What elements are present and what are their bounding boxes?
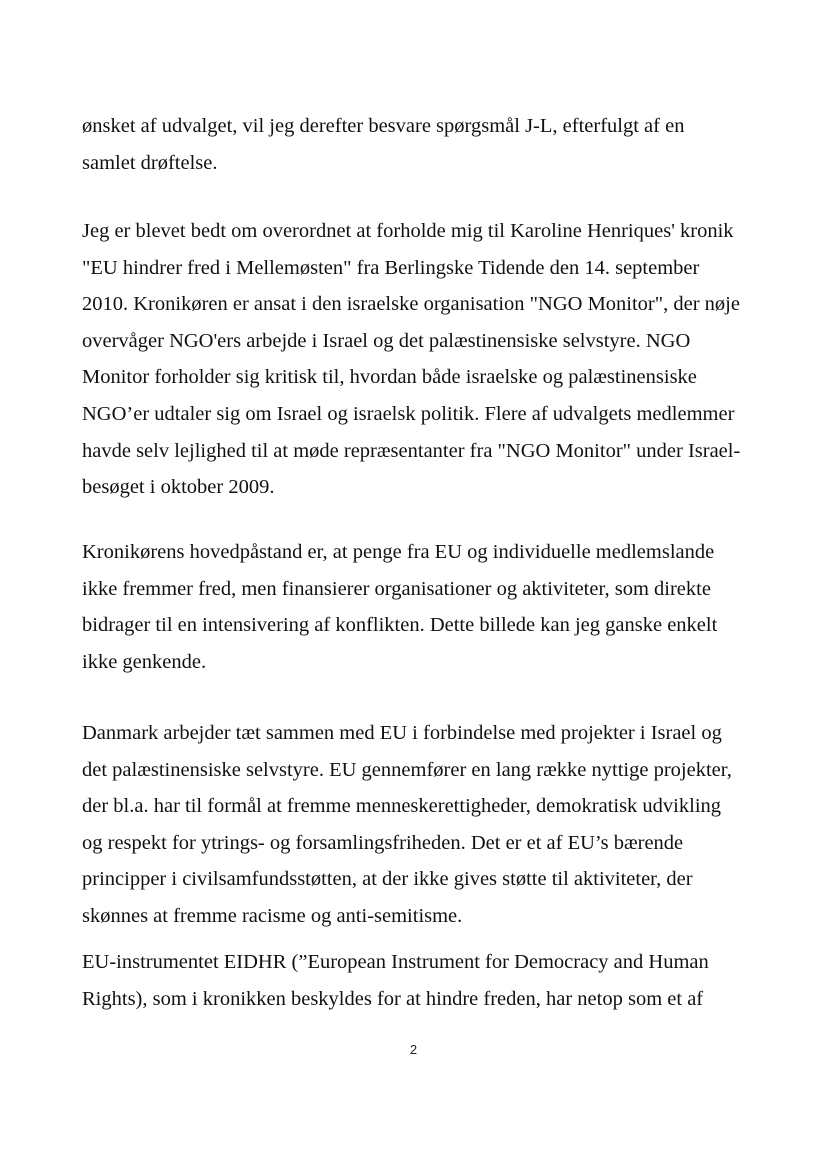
- text-line: EU-instrumentet EIDHR (”European Instrument for Democracy and Human: [82, 951, 709, 973]
- text-line: skønnes at fremme racisme og anti-semitisme.: [82, 904, 463, 927]
- text-line: samlet drøftelse.: [82, 151, 218, 174]
- text-line: og respekt for ytrings- og forsamlingsfriheden. Det er et af EU’s bærende: [82, 831, 684, 854]
- text-line: NGO’er udtaler sig om Israel og israelsk politik. Flere af udvalgets medlemmer: [82, 402, 735, 425]
- paragraph-eidhr: [82, 944, 762, 1017]
- text-line: Danmark arbejder tæt sammen med EU i forbindelse med projekter i Israel og: [82, 722, 722, 744]
- text-line: overvåger NGO'ers arbejde i Israel og det palæstinensiske selvstyre. NGO: [82, 329, 691, 352]
- text-line: havde selv lejlighed til at møde repræsentanter fra "NGO Monitor" under Israel-: [82, 439, 741, 462]
- text-line: Jeg er blevet bedt om overordnet at forholde mig til Karoline Henriques' kronik: [82, 220, 734, 242]
- text-line: det palæstinensiske selvstyre. EU gennemfører en lang række nyttige projekter,: [82, 758, 732, 781]
- text-line: der bl.a. har til formål at fremme menneskerettigheder, demokratisk udvikling: [82, 795, 722, 818]
- page-number: 2: [409, 1042, 418, 1057]
- text-line: "EU hindrer fred i Mellemøsten" fra Berlingske Tidende den 14. september: [82, 256, 700, 279]
- text-line: ikke genkende.: [82, 650, 207, 673]
- text-line: 2010. Kronikøren er ansat i den israelske organisation "NGO Monitor", der nøje: [82, 293, 740, 316]
- text-line: Monitor forholder sig kritisk til, hvordan både israelske og palæstinensiske: [82, 366, 697, 389]
- text-line: bidrager til en intensivering af konflikten. Dette billede kan jeg ganske enkelt: [82, 614, 718, 637]
- text-line: principper i civilsamfundsstøtten, at der ikke gives støtte til aktiviteter, der: [82, 868, 693, 891]
- text-line: besøget i oktober 2009.: [82, 476, 275, 499]
- text-line: Kronikørens hovedpåstand er, at penge fra EU og individuelle medlemslande: [82, 541, 715, 563]
- text-line: ønsket af udvalget, vil jeg derefter besvare spørgsmål J-L, efterfulgt af en: [82, 115, 685, 137]
- paragraph-danmark: [82, 715, 762, 935]
- text-line: ikke fremmer fred, men finansierer organisationer og aktiviteter, som direkte: [82, 577, 711, 600]
- paragraph-kronik: [82, 213, 762, 506]
- text-line: Rights), som i kronikken beskyldes for at hindre freden, har netop som et af: [82, 987, 704, 1010]
- paragraph-intro: [82, 108, 762, 181]
- paragraph-hovedpaastand: [82, 534, 762, 680]
